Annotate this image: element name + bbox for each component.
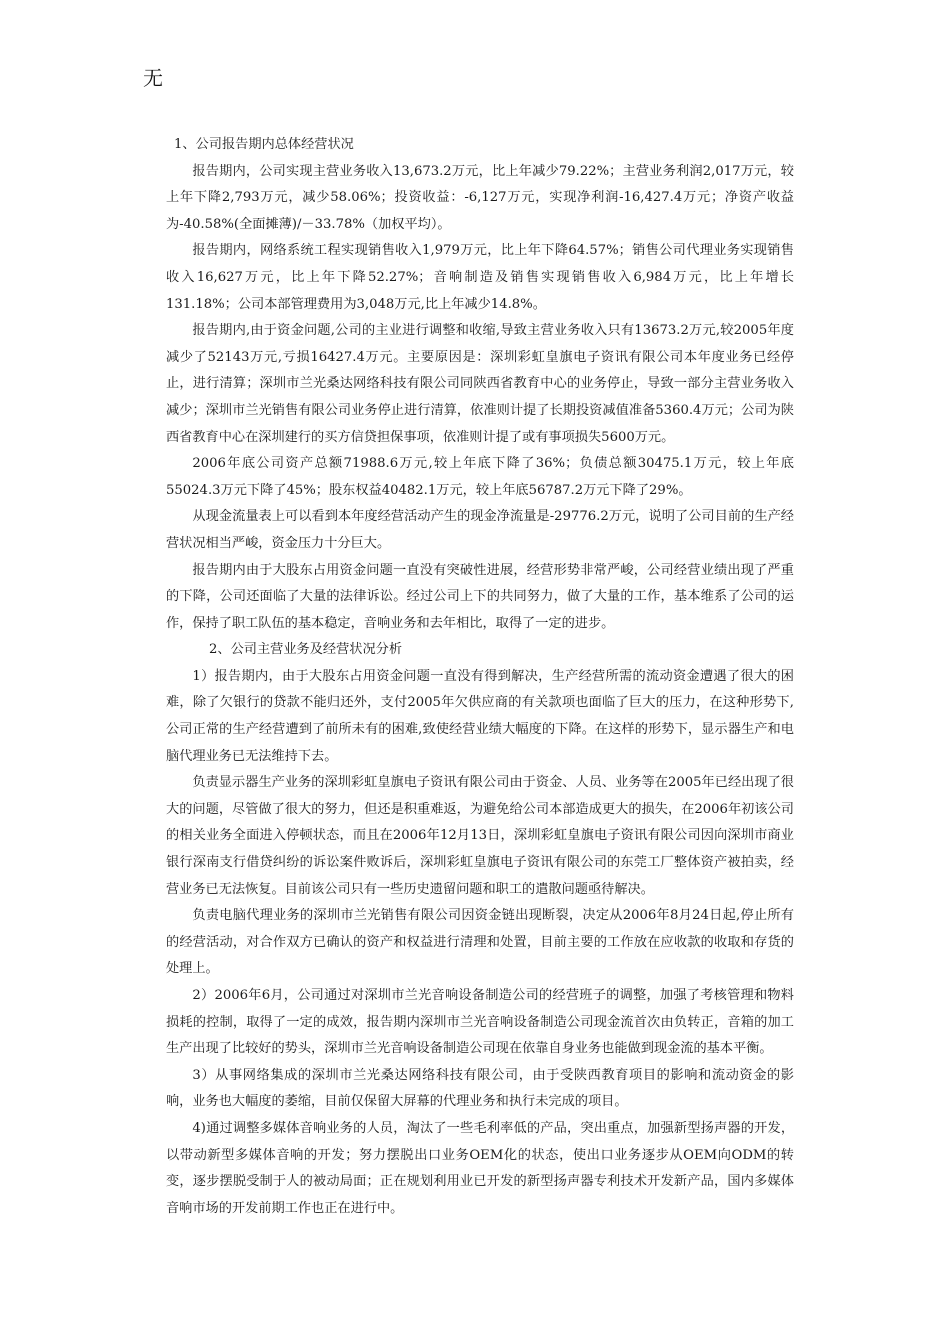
document-body <box>166 132 794 1222</box>
section-2-heading: 2、公司主营业务及经营状况分析 <box>209 642 403 658</box>
header-mark: 无 <box>143 66 163 90</box>
section-2-paragraph-1: 1）报告期内，由于大股东占用资金问题一直没有得到解决，生产经营所需的流动资金遭遇了很大的困难，除了欠银行的贷款不能归还外，支付2005年欠供应商的有关款项也面临了巨大的压力，在这种形势下,公司正常的生产经营遭到了前所未有的困难,致使经营业绩大幅度的下降。在这样的形势下，显示器生产和电脑代理业务已无法维持下去。 <box>166 668 794 764</box>
section-1-heading: 1、公司报告期内总体经营状况 <box>174 137 354 152</box>
section-1-paragraph-4: 2006年底公司资产总额71988.6万元,较上年底下降了36%；负债总额30475.1万元，较上年底55024.3万元下降了45%；股东权益40482.1万元，较上年底56787.2万元下降了29%。 <box>166 456 794 498</box>
section-1-paragraph-1: 报告期内，公司实现主营业务收入13,673.2万元，比上年减少79.22%；主营业务利润2,017万元，较上年下降2,793万元，减少58.06%；投资收益：-6,127万元，实现净利润-16,427.4万元；净资产收益为-40.58%(全面摊薄)/－33.78%（加权平均）。 <box>166 163 794 232</box>
section-1-paragraph-5: 从现金流量表上可以看到本年度经营活动产生的现金净流量是-29776.2万元，说明了公司目前的生产经营状况相当严峻，资金压力十分巨大。 <box>166 509 794 551</box>
section-1-paragraph-6: 报告期内由于大股东占用资金问题一直没有突破性进展，经营形势非常严峻，公司经营业绩出现了严重的下降，公司还面临了大量的法律诉讼。经过公司上下的共同努力，做了大量的工作，基本维系了公司的运作，保持了职工队伍的基本稳定，音响业务和去年相比，取得了一定的进步。 <box>166 562 794 631</box>
section-2-paragraph-4: 2）2006年6月，公司通过对深圳市兰光音响设备制造公司的经营班子的调整，加强了考核管理和物料损耗的控制，取得了一定的成效，报告期内深圳市兰光音响设备制造公司现金流首次由负转正，音箱的加工生产出现了比较好的势头，深圳市兰光音响设备制造公司现在依靠自身业务也能做到现金流的基本平衡。 <box>166 988 794 1057</box>
section-2-paragraph-5: 3）从事网络集成的深圳市兰光桑达网络科技有限公司，由于受陕西教育项目的影响和流动资金的影响，业务也大幅度的萎缩，目前仅保留大屏幕的代理业务和执行未完成的项目。 <box>166 1067 794 1110</box>
section-1-paragraph-2: 报告期内，网络系统工程实现销售收入1,979万元，比上年下降64.57%；销售公司代理业务实现销售收入16,627万元，比上年下降52.27%；音响制造及销售实现销售收入6,984万元，比上年增长131.18%；公司本部管理费用为3,048万元,比上年减少14.8%。 <box>166 243 794 312</box>
section-2-paragraph-2: 负责显示器生产业务的深圳彩虹皇旗电子资讯有限公司由于资金、人员、业务等在2005年已经出现了很大的问题，尽管做了很大的努力，但还是积重难返，为避免给公司本部造成更大的损失，在2006年初该公司的相关业务全面进入停顿状态，而且在2006年12月13日，深圳彩虹皇旗电子资讯有限公司因向深圳市商业银行深南支行借贷纠纷的诉讼案件败诉后，深圳彩虹皇旗电子资讯有限公司的东莞工厂整体资产被拍卖，经营业务已无法恢复。目前该公司只有一些历史遗留问题和职工的遣散问题亟待解决。 <box>166 775 794 897</box>
section-2-paragraph-6: 4)通过调整多媒体音响业务的人员，淘汰了一些毛利率低的产品，突出重点，加强新型扬声器的开发，以带动新型多媒体音响的开发；努力摆脱出口业务OEM化的状态，使出口业务逐步从OEM向ODM的转变，逐步摆脱受制于人的被动局面；正在规划利用业已开发的新型扬声器专利技术开发新产品，国内多媒体音响市场的开发前期工作也正在进行中。 <box>166 1120 794 1216</box>
section-2-paragraph-3: 负责电脑代理业务的深圳市兰光销售有限公司因资金链出现断裂，决定从2006年8月24日起,停止所有的经营活动，对合作双方已确认的资产和权益进行清理和处置，目前主要的工作放在应收款的收取和存货的处理上。 <box>166 908 794 977</box>
section-1-paragraph-3: 报告期内,由于资金问题,公司的主业进行调整和收缩,导致主营业务收入只有13673.2万元,较2005年度减少了52143万元,亏损16427.4万元。主要原因是：深圳彩虹皇旗电子资讯有限公司本年度业务已经停止，进行清算；深圳市兰光桑达网络科技有限公司同陕西省教育中心的业务停止，导致一部分主营业务收入减少；深圳市兰光销售有限公司业务停止进行清算，依准则计提了长期投资减值准备5360.4万元；公司为陕西省教育中心在深圳建行的买方信贷担保事项，依准则计提了或有事项损失5600万元。 <box>166 323 794 445</box>
